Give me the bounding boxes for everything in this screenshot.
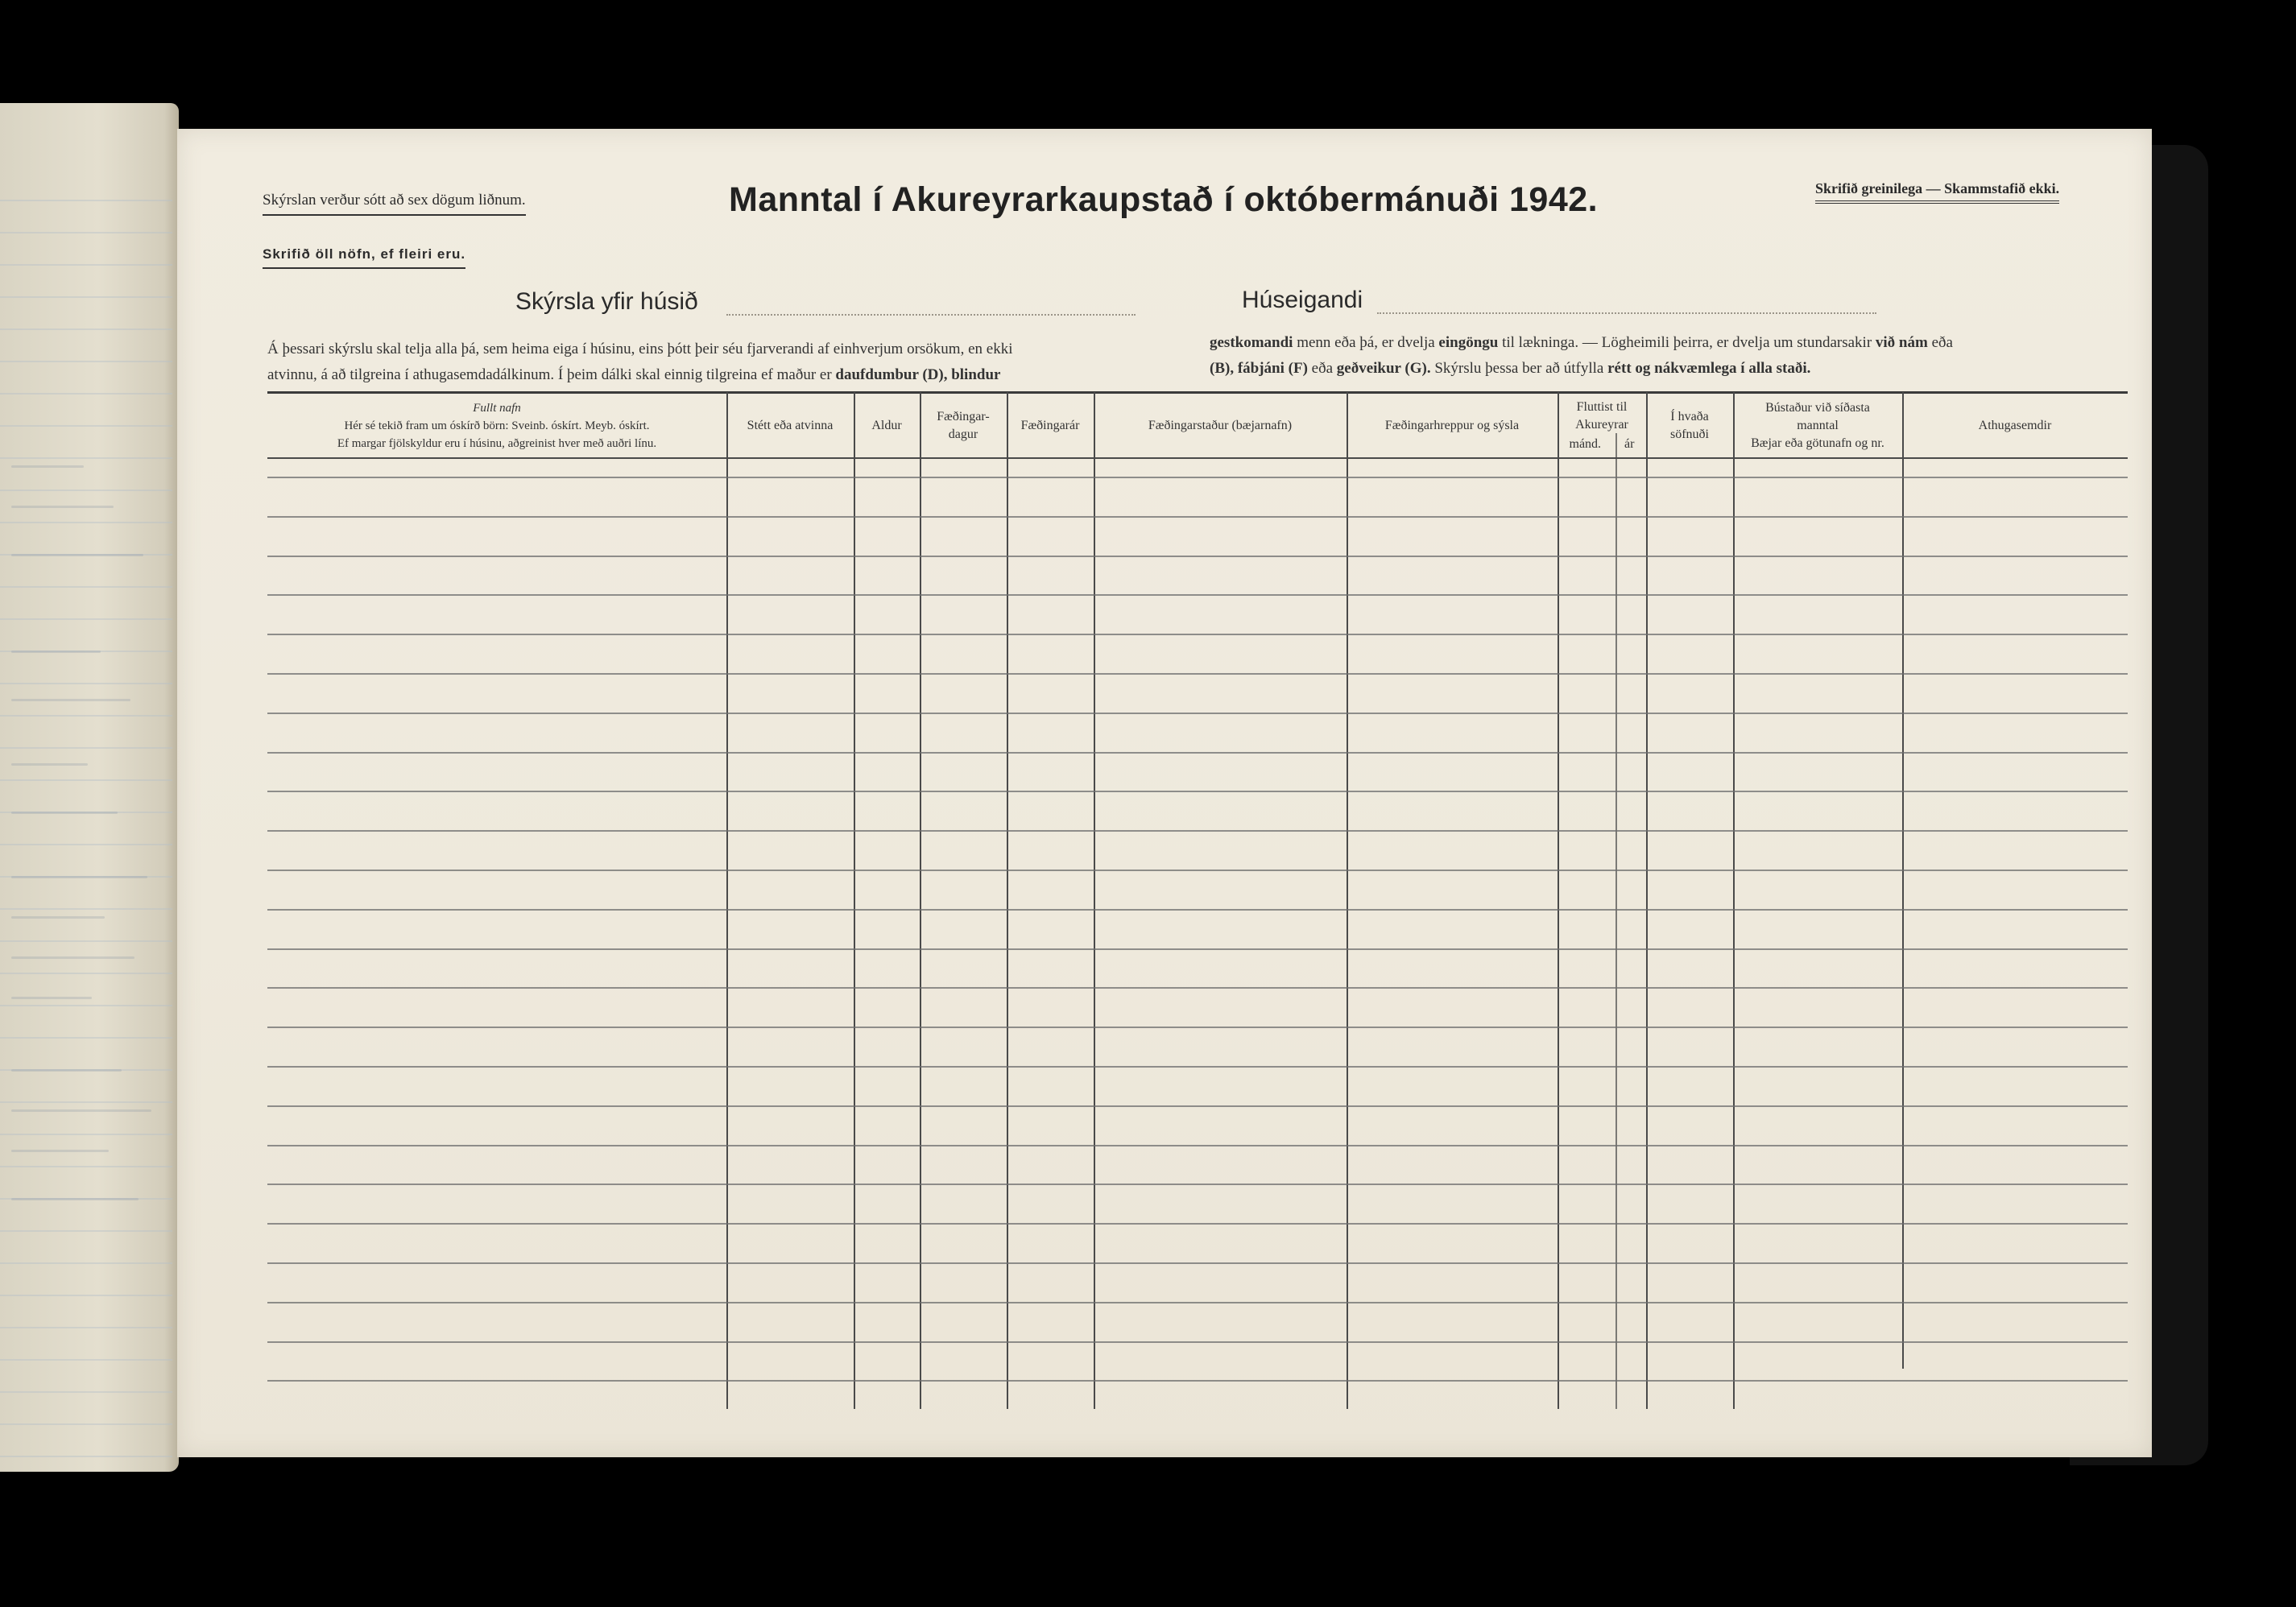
column-header-birth-year <box>1007 395 1094 457</box>
table-row[interactable] <box>267 791 2128 792</box>
table-top-rule <box>267 391 2128 394</box>
table-row[interactable] <box>267 870 2128 871</box>
column-header-moved-to-akureyri <box>1558 395 1646 457</box>
column-divider <box>1646 392 1648 1409</box>
left-page-rule <box>0 1037 172 1039</box>
table-row[interactable] <box>267 1262 2128 1264</box>
left-page-rule <box>0 844 172 845</box>
left-page-rule <box>0 232 172 233</box>
table-row[interactable] <box>267 909 2128 911</box>
column-header-birth-parish <box>1347 395 1558 457</box>
left-page-rule <box>0 457 172 459</box>
left-page-handwriting <box>11 763 88 766</box>
left-page-handwriting <box>11 506 114 508</box>
column-subheader-year: ár <box>1624 437 1635 451</box>
column-header-text: Fæðingarhreppur og sýsla <box>1384 419 1520 432</box>
table-row[interactable] <box>267 477 2128 478</box>
column-header-birthplace <box>1094 395 1347 457</box>
left-page-handwriting <box>11 1198 139 1200</box>
column-header-text: dagur <box>948 428 978 441</box>
left-page-handwriting <box>11 876 147 878</box>
house-label: Skýrsla yfir húsið <box>515 288 698 315</box>
column-header-text: Fullt nafn <box>473 402 521 415</box>
form-title: Manntal í Akureyrarkaupstað í októbermánuði 1942. <box>729 180 1599 219</box>
column-header-text: Aldur <box>871 419 902 432</box>
left-page-rule <box>0 200 172 201</box>
column-header-text: Í hvaða <box>1670 410 1709 423</box>
left-page-rule <box>0 1423 172 1425</box>
left-page-rule <box>0 1230 172 1232</box>
left-page-rule <box>0 586 172 588</box>
left-page-handwriting <box>11 554 143 556</box>
table-row[interactable] <box>267 594 2128 596</box>
left-page-rule <box>0 361 172 362</box>
left-page-handwriting <box>11 465 84 468</box>
column-divider <box>1347 392 1348 1409</box>
column-header-occupation <box>726 395 854 457</box>
table-row[interactable] <box>267 634 2128 635</box>
left-page-handwriting <box>11 956 134 959</box>
left-page-rule <box>0 779 172 781</box>
left-page-rule <box>0 747 172 749</box>
left-page-rule <box>0 940 172 942</box>
table-row[interactable] <box>267 830 2128 832</box>
table-row[interactable] <box>267 556 2128 557</box>
column-header-text: Bústaður við síðasta <box>1765 401 1870 415</box>
instructions-left-line2: atvinnu, á að tilgreina í athugasemdadálkinum. Í þeim dálki skal einnig tilgreina ef maður er daufdumbur (D), blindur <box>267 366 1001 383</box>
column-header-birth-day <box>920 395 1007 457</box>
left-page-rule <box>0 1005 172 1006</box>
table-row[interactable] <box>267 713 2128 714</box>
left-page-rule <box>0 522 172 523</box>
column-header-text: Ef margar fjölskyldur eru í húsinu, aðgreinist hver með auðri línu. <box>337 437 657 450</box>
table-row[interactable] <box>267 1145 2128 1146</box>
column-header-age <box>854 395 920 457</box>
column-divider <box>1007 392 1008 1409</box>
column-header-text: Bæjar eða götunafn og nr. <box>1751 436 1884 450</box>
table-row[interactable] <box>267 1302 2128 1303</box>
table-row[interactable] <box>267 1341 2128 1343</box>
left-page-rule <box>0 1101 172 1103</box>
instructions-right-line1: gestkomandi menn eða þá, er dvelja eingöngu til lækninga. — Lögheimili þeirra, er dvelja um stundarsakir við nám eða <box>1210 334 1953 351</box>
column-divider <box>920 392 921 1409</box>
left-page-rule <box>0 490 172 491</box>
column-header-text: Fæðingarstaður (bæjarnafn) <box>1148 419 1293 432</box>
column-header-text: Athugasemdir <box>1978 419 2052 432</box>
left-page-handwriting <box>11 651 101 653</box>
left-page-rule <box>0 618 172 620</box>
table-row[interactable] <box>267 987 2128 989</box>
left-page-rule <box>0 1134 172 1135</box>
instructions-left-line1: Á þessari skýrslu skal telja alla þá, sem heima eiga í húsinu, eins þótt þeir séu fjarverandi af einhverjum orsökum, en ekki <box>267 341 1013 357</box>
left-page-handwriting <box>11 916 105 919</box>
table-row[interactable] <box>267 673 2128 675</box>
left-page-rule <box>0 715 172 717</box>
column-header-text: söfnuði <box>1670 428 1709 441</box>
column-divider <box>854 392 855 1409</box>
column-divider <box>1902 392 1904 1369</box>
table-row[interactable] <box>267 1184 2128 1185</box>
column-header-text: manntal <box>1797 419 1839 432</box>
left-page-rule <box>0 683 172 684</box>
left-page-handwriting <box>11 699 130 701</box>
table-header-rule <box>267 457 2128 459</box>
column-header-previous-residence <box>1733 395 1902 457</box>
left-page-rule <box>0 264 172 266</box>
left-page-rule <box>0 1391 172 1393</box>
all-names-note: Skrifið öll nöfn, ef fleiri eru. <box>263 246 465 269</box>
column-subheader-month: mánd. <box>1569 437 1602 451</box>
instructions-left <box>267 337 1012 388</box>
left-page-rule <box>0 328 172 330</box>
left-page-rule <box>0 393 172 395</box>
left-page-rule <box>0 1456 172 1457</box>
column-header-text: Hér sé tekið fram um óskírð börn: Sveinb. óskírt. Meyb. óskírt. <box>344 419 650 432</box>
left-page-rule <box>0 1295 172 1296</box>
table-row[interactable] <box>267 1027 2128 1028</box>
table-row[interactable] <box>267 1223 2128 1225</box>
column-header-remarks <box>1902 395 2128 457</box>
left-page-rule <box>0 425 172 427</box>
left-page-rule <box>0 1327 172 1328</box>
column-divider <box>1733 392 1735 1409</box>
column-header-congregation <box>1646 395 1733 457</box>
left-page-rule <box>0 908 172 910</box>
table-row[interactable] <box>267 1380 2128 1382</box>
column-divider <box>1094 392 1095 1409</box>
table-row[interactable] <box>267 1105 2128 1107</box>
left-page-handwriting <box>11 1150 109 1152</box>
column-header-text: Fluttist til <box>1576 400 1628 414</box>
table-row[interactable] <box>267 1066 2128 1068</box>
left-page-rule <box>0 296 172 298</box>
write-clearly-note: Skrifið greinilega — Skammstafið ekki. <box>1815 180 2059 204</box>
house-field[interactable] <box>726 314 1136 316</box>
owner-field[interactable] <box>1377 312 1876 314</box>
column-divider <box>726 392 728 1409</box>
column-header-text: Akureyrar <box>1575 418 1628 432</box>
column-header-name <box>267 395 726 457</box>
column-header-text: Stétt eða atvinna <box>747 419 834 432</box>
table-row[interactable] <box>267 948 2128 950</box>
table-row[interactable] <box>267 752 2128 754</box>
left-page-handwriting <box>11 1069 122 1072</box>
owner-label: Húseigandi <box>1242 287 1363 313</box>
column-subheaders <box>1558 436 1646 453</box>
left-page <box>0 103 179 1472</box>
left-page-rule <box>0 1262 172 1264</box>
left-page-handwriting <box>11 1109 151 1112</box>
column-header-text: Fæðingar- <box>937 410 990 423</box>
left-page-rule <box>0 1166 172 1167</box>
left-page-handwriting <box>11 997 92 999</box>
left-page-rule <box>0 973 172 974</box>
left-page-rule <box>0 1359 172 1361</box>
instructions-right <box>1210 330 1953 382</box>
column-header-text: Fæðingarár <box>1020 419 1080 432</box>
left-page-handwriting <box>11 812 118 814</box>
column-divider <box>1558 392 1559 1409</box>
census-form-page <box>177 129 2152 1457</box>
collection-note: Skýrslan verður sótt að sex dögum liðnum. <box>263 192 526 216</box>
instructions-right-line2: (B), fábjáni (F) eða geðveikur (G). Skýrslu þessa ber að útfylla rétt og nákvæmlega í alla staði. <box>1210 360 1811 377</box>
table-row[interactable] <box>267 516 2128 518</box>
